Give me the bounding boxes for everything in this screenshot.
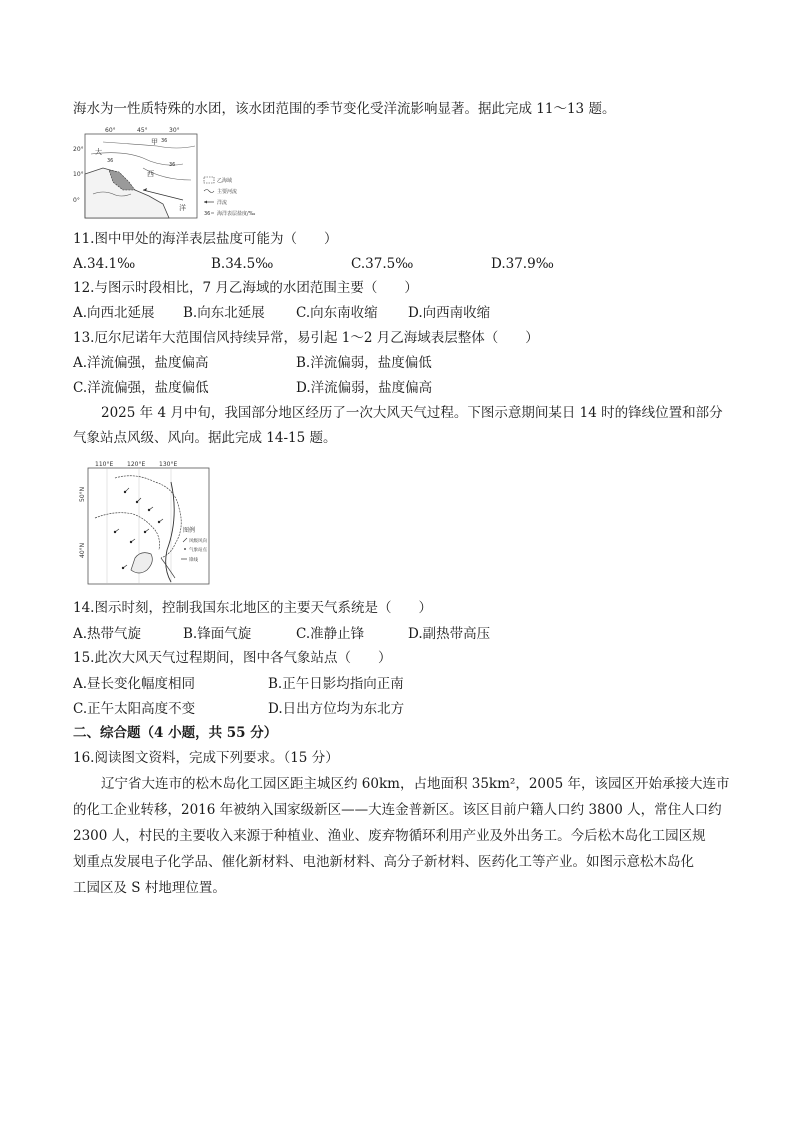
q13-stem: 13.厄尔尼诺年大范围信风持续异常，易引起 1～2 月乙海域表层整体（ ）: [73, 330, 539, 346]
legend-salinity: 海洋表层盐度/‰: [217, 211, 256, 217]
intro-text: 海水为一性质特殊的水团，该水团范围的季节变化受洋流影响显著。据此完成 11～13 题。: [73, 101, 616, 117]
q11-option-d: D.37.9‰: [491, 256, 554, 272]
lat-tick: 10°: [73, 171, 84, 178]
q12-option-c: C.向东南收缩: [296, 305, 378, 321]
legend-wind: 风级风向: [189, 539, 207, 544]
weather-map-figure: [75, 458, 211, 586]
q11-option-b: B.34.5‰: [211, 256, 274, 272]
q16-para-line: 划重点发展电子化学品、催化新材料、电池新材料、高分子新材料、医药化工等产业。如图示意松木岛化: [73, 854, 694, 870]
q12-stem: 12.与图示时段相比，7 月乙海域的水团范围主要（ ）: [73, 280, 418, 296]
legend-front: 锋线: [189, 558, 198, 563]
q15-option-d: D.日出方位均为东北方: [268, 701, 405, 717]
lon-tick: 120°E: [127, 461, 146, 468]
legend-station: 气象站点: [189, 548, 207, 553]
lat-tick: 50°N: [79, 486, 86, 502]
passage2-line2: 气象站点风级、风向。据此完成 14-15 题。: [73, 430, 337, 446]
label-yang: 洋: [179, 204, 186, 212]
q12-option-a: A.向西北延展: [73, 305, 155, 321]
isoline-value: 36: [169, 162, 176, 168]
q14-option-b: B.锋面气旋: [183, 626, 252, 642]
label-xi: 西: [147, 170, 154, 178]
q14-option-a: A.热带气旋: [73, 626, 142, 642]
q15-option-a: A.昼长变化幅度相同: [73, 676, 196, 692]
q13-option-b: B.洋流偏弱，盐度偏低: [296, 355, 432, 371]
q16-para-line: 的化工企业转移，2016 年被纳入国家级新区——大连金普新区。该区目前户籍人口约 3800 人，常住人口约: [73, 802, 722, 818]
isoline-value: 36: [161, 138, 168, 144]
q15-option-b: B.正午日影均指向正南: [268, 676, 404, 692]
lon-tick: 45°: [137, 127, 148, 134]
lon-tick: 60°: [105, 127, 116, 134]
lon-tick: 30°: [169, 127, 180, 134]
q16-para-line: 工园区及 S 村地理位置。: [73, 880, 226, 896]
legend-current: 洋流: [217, 200, 228, 206]
legend-title: 图例: [183, 527, 196, 534]
q13-option-d: D.洋流偏弱，盐度偏高: [296, 380, 433, 396]
passage2-line1: 2025 年 4 月中旬，我国部分地区经历了一次大风天气过程。下图示意期间某日 14 时的锋线位置和部分: [101, 405, 723, 421]
lon-tick: 130°E: [159, 461, 178, 468]
q15-option-c: C.正午太阳高度不变: [73, 701, 196, 717]
q16-para-line: 辽宁省大连市的松木岛化工园区距主城区约 60km，占地面积 35km²，2005 年，该园区开始承接大连市: [101, 776, 730, 792]
q11-stem: 11.图中甲处的海洋表层盐度可能为（ ）: [73, 231, 338, 247]
lat-tick: 0°: [73, 197, 80, 204]
legend-region: 乙海域: [217, 178, 233, 184]
section-heading: 二、综合题（4 小题，共 55 分）: [73, 725, 278, 741]
q12-option-b: B.向东北延展: [183, 305, 265, 321]
lat-tick: 20°: [73, 146, 84, 153]
q13-option-c: C.洋流偏强，盐度偏低: [73, 380, 209, 396]
legend-river: 主要河流: [217, 189, 238, 195]
q11-option-a: A.34.1‰: [73, 256, 136, 272]
q15-stem: 15.此次大风天气过程期间，图中各气象站点（ ）: [73, 650, 392, 666]
q14-option-d: D.副热带高压: [408, 626, 491, 642]
lat-tick: 40°N: [79, 542, 86, 558]
isoline-value: 36: [107, 158, 114, 164]
q14-stem: 14.图示时刻，控制我国东北地区的主要天气系统是（ ）: [73, 600, 432, 616]
legend-salinity-value: 36: [204, 211, 211, 217]
q13-option-a: A.洋流偏强，盐度偏高: [73, 355, 209, 371]
q11-option-c: C.37.5‰: [351, 256, 414, 272]
q12-option-d: D.向西南收缩: [408, 305, 491, 321]
salinity-map-figure: [73, 124, 263, 220]
lon-tick: 110°E: [95, 461, 114, 468]
label-jia: 甲: [151, 138, 158, 146]
q16-stem: 16.阅读图文资料，完成下列要求。（15 分）: [73, 750, 339, 766]
q14-option-c: C.准静止锋: [296, 626, 365, 642]
q16-para-line: 2300 人，村民的主要收入来源于种植业、渔业、废弃物循环利用产业及外出务工。今后松木岛化工园区规: [73, 828, 706, 844]
label-da: 大: [95, 148, 102, 156]
